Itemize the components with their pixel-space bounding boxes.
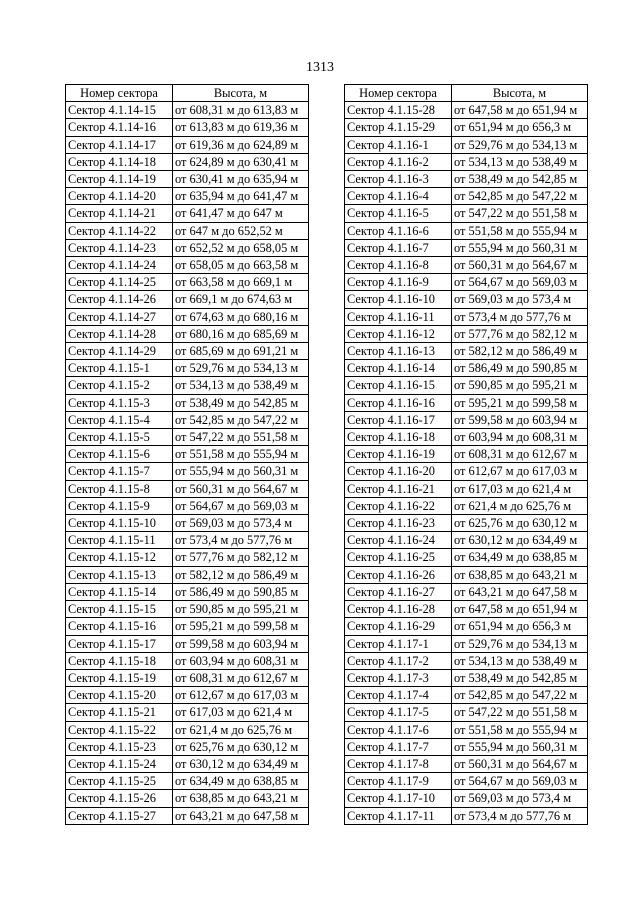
sector-number-cell: Сектор 4.1.16-14 [345, 360, 452, 377]
table-row [345, 583, 588, 600]
height-range-cell: от 621,4 м до 625,76 м [452, 497, 588, 514]
sector-number-cell: Сектор 4.1.16-17 [345, 411, 452, 428]
table-row [345, 515, 588, 532]
height-range-cell: от 651,94 м до 656,3 м [452, 618, 588, 635]
table-row [345, 807, 588, 824]
height-range-cell: от 608,31 м до 613,83 м [173, 102, 309, 119]
table-row [345, 308, 588, 325]
height-range-cell: от 651,94 м до 656,3 м [452, 119, 588, 136]
table-row [66, 566, 309, 583]
table-row [345, 755, 588, 772]
table-row [66, 136, 309, 153]
height-range-cell: от 529,76 м до 534,13 м [452, 136, 588, 153]
height-range-cell: от 643,21 м до 647,58 м [173, 807, 309, 824]
table-row [66, 291, 309, 308]
table-row [66, 308, 309, 325]
table-row [345, 652, 588, 669]
table-body-left [66, 102, 309, 825]
height-range-cell: от 603,94 м до 608,31 м [452, 429, 588, 446]
height-range-cell: от 573,4 м до 577,76 м [452, 807, 588, 824]
table-row [345, 205, 588, 222]
height-range-cell: от 551,58 м до 555,94 м [452, 222, 588, 239]
height-range-cell: от 555,94 м до 560,31 м [452, 239, 588, 256]
sector-number-cell: Сектор 4.1.16-4 [345, 188, 452, 205]
sector-number-cell: Сектор 4.1.14-20 [66, 188, 173, 205]
table-row [66, 360, 309, 377]
sector-number-cell: Сектор 4.1.14-28 [66, 325, 173, 342]
sector-number-cell: Сектор 4.1.17-7 [345, 738, 452, 755]
height-range-cell: от 595,21 м до 599,58 м [452, 394, 588, 411]
sector-number-cell: Сектор 4.1.15-17 [66, 635, 173, 652]
table-row [66, 790, 309, 807]
sector-number-cell: Сектор 4.1.15-25 [66, 773, 173, 790]
sector-number-cell: Сектор 4.1.16-13 [345, 343, 452, 360]
height-range-cell: от 630,12 м до 634,49 м [452, 532, 588, 549]
table-row [66, 618, 309, 635]
height-range-cell: от 560,31 м до 564,67 м [173, 480, 309, 497]
table-row [345, 377, 588, 394]
sector-number-cell: Сектор 4.1.16-26 [345, 566, 452, 583]
height-range-cell: от 647 м до 652,52 м [173, 222, 309, 239]
height-range-cell: от 680,16 м до 685,69 м [173, 325, 309, 342]
table-header-row [66, 85, 309, 102]
sector-number-cell: Сектор 4.1.17-4 [345, 687, 452, 704]
height-range-cell: от 573,4 м до 577,76 м [173, 532, 309, 549]
sector-number-cell: Сектор 4.1.15-13 [66, 566, 173, 583]
sector-number-cell: Сектор 4.1.16-29 [345, 618, 452, 635]
table-row [345, 704, 588, 721]
height-range-cell: от 569,03 м до 573,4 м [452, 291, 588, 308]
sector-table-right [344, 84, 588, 825]
height-range-cell: от 638,85 м до 643,21 м [173, 790, 309, 807]
height-range-cell: от 595,21 м до 599,58 м [173, 618, 309, 635]
sector-number-cell: Сектор 4.1.16-16 [345, 394, 452, 411]
sector-number-cell: Сектор 4.1.15-27 [66, 807, 173, 824]
table-row [66, 480, 309, 497]
height-range-cell: от 625,76 м до 630,12 м [452, 515, 588, 532]
table-row [66, 377, 309, 394]
column-header-sector: Номер сектора [345, 85, 452, 102]
sector-number-cell: Сектор 4.1.15-9 [66, 497, 173, 514]
table-row [66, 325, 309, 342]
sector-number-cell: Сектор 4.1.15-20 [66, 687, 173, 704]
height-range-cell: от 658,05 м до 663,58 м [173, 257, 309, 274]
table-row [345, 291, 588, 308]
sector-number-cell: Сектор 4.1.16-1 [345, 136, 452, 153]
table-row [66, 171, 309, 188]
table-row [345, 790, 588, 807]
table-row [345, 635, 588, 652]
sector-number-cell: Сектор 4.1.16-5 [345, 205, 452, 222]
table-row [66, 601, 309, 618]
table-row [345, 532, 588, 549]
height-range-cell: от 621,4 м до 625,76 м [173, 721, 309, 738]
table-row [66, 343, 309, 360]
height-range-cell: от 534,13 м до 538,49 м [452, 153, 588, 170]
table-row [66, 394, 309, 411]
height-range-cell: от 542,85 м до 547,22 м [452, 188, 588, 205]
sector-number-cell: Сектор 4.1.16-6 [345, 222, 452, 239]
height-range-cell: от 534,13 м до 538,49 м [452, 652, 588, 669]
table-row [345, 274, 588, 291]
height-range-cell: от 560,31 м до 564,67 м [452, 257, 588, 274]
sector-number-cell: Сектор 4.1.16-19 [345, 446, 452, 463]
table-row [345, 480, 588, 497]
sector-number-cell: Сектор 4.1.16-28 [345, 601, 452, 618]
table-row [66, 515, 309, 532]
height-range-cell: от 647,58 м до 651,94 м [452, 601, 588, 618]
sector-number-cell: Сектор 4.1.14-27 [66, 308, 173, 325]
sector-number-cell: Сектор 4.1.14-26 [66, 291, 173, 308]
sector-number-cell: Сектор 4.1.17-2 [345, 652, 452, 669]
table-row [66, 687, 309, 704]
table-row [66, 652, 309, 669]
table-row [66, 755, 309, 772]
sector-number-cell: Сектор 4.1.16-27 [345, 583, 452, 600]
sector-number-cell: Сектор 4.1.14-23 [66, 239, 173, 256]
height-range-cell: от 555,94 м до 560,31 м [173, 463, 309, 480]
sector-number-cell: Сектор 4.1.17-3 [345, 669, 452, 686]
table-row [345, 738, 588, 755]
height-range-cell: от 582,12 м до 586,49 м [452, 343, 588, 360]
table-row [345, 153, 588, 170]
sector-number-cell: Сектор 4.1.16-24 [345, 532, 452, 549]
height-range-cell: от 669,1 м до 674,63 м [173, 291, 309, 308]
table-row [66, 411, 309, 428]
sector-number-cell: Сектор 4.1.15-18 [66, 652, 173, 669]
table-row [66, 583, 309, 600]
sector-number-cell: Сектор 4.1.15-19 [66, 669, 173, 686]
height-range-cell: от 634,49 м до 638,85 м [173, 773, 309, 790]
height-range-cell: от 643,21 м до 647,58 м [452, 583, 588, 600]
sector-number-cell: Сектор 4.1.15-7 [66, 463, 173, 480]
table-row [66, 257, 309, 274]
table-row [66, 721, 309, 738]
sector-number-cell: Сектор 4.1.16-7 [345, 239, 452, 256]
sector-number-cell: Сектор 4.1.17-6 [345, 721, 452, 738]
table-row [345, 687, 588, 704]
height-range-cell: от 547,22 м до 551,58 м [452, 205, 588, 222]
table-row [345, 773, 588, 790]
sector-number-cell: Сектор 4.1.14-15 [66, 102, 173, 119]
table-row [66, 704, 309, 721]
sector-number-cell: Сектор 4.1.14-18 [66, 153, 173, 170]
height-range-cell: от 630,12 м до 634,49 м [173, 755, 309, 772]
table-row [345, 497, 588, 514]
table-row [345, 325, 588, 342]
table-row [66, 102, 309, 119]
sector-number-cell: Сектор 4.1.15-6 [66, 446, 173, 463]
height-range-cell: от 685,69 м до 691,21 м [173, 343, 309, 360]
height-range-cell: от 573,4 м до 577,76 м [452, 308, 588, 325]
sector-number-cell: Сектор 4.1.14-29 [66, 343, 173, 360]
sector-number-cell: Сектор 4.1.16-3 [345, 171, 452, 188]
sector-number-cell: Сектор 4.1.16-11 [345, 308, 452, 325]
sector-number-cell: Сектор 4.1.16-2 [345, 153, 452, 170]
table-row [66, 205, 309, 222]
height-range-cell: от 560,31 м до 564,67 м [452, 755, 588, 772]
table-row [345, 463, 588, 480]
table-row [66, 188, 309, 205]
table-row [345, 136, 588, 153]
sector-number-cell: Сектор 4.1.17-11 [345, 807, 452, 824]
height-range-cell: от 663,58 м до 669,1 м [173, 274, 309, 291]
table-row [66, 446, 309, 463]
sector-number-cell: Сектор 4.1.15-1 [66, 360, 173, 377]
table-row [66, 429, 309, 446]
table-row [66, 549, 309, 566]
sector-number-cell: Сектор 4.1.14-16 [66, 119, 173, 136]
sector-number-cell: Сектор 4.1.14-25 [66, 274, 173, 291]
column-header-height: Высота, м [452, 85, 588, 102]
height-range-cell: от 569,03 м до 573,4 м [452, 790, 588, 807]
height-range-cell: от 624,89 м до 630,41 м [173, 153, 309, 170]
sector-number-cell: Сектор 4.1.15-23 [66, 738, 173, 755]
height-range-cell: от 603,94 м до 608,31 м [173, 652, 309, 669]
height-range-cell: от 647,58 м до 651,94 м [452, 102, 588, 119]
sector-number-cell: Сектор 4.1.15-15 [66, 601, 173, 618]
table-row [66, 635, 309, 652]
height-range-cell: от 577,76 м до 582,12 м [173, 549, 309, 566]
height-range-cell: от 538,49 м до 542,85 м [173, 394, 309, 411]
sector-number-cell: Сектор 4.1.16-22 [345, 497, 452, 514]
height-range-cell: от 555,94 м до 560,31 м [452, 738, 588, 755]
height-range-cell: от 586,49 м до 590,85 м [452, 360, 588, 377]
height-range-cell: от 635,94 м до 641,47 м [173, 188, 309, 205]
sector-number-cell: Сектор 4.1.16-25 [345, 549, 452, 566]
table-row [345, 446, 588, 463]
table-row [345, 222, 588, 239]
sector-number-cell: Сектор 4.1.15-21 [66, 704, 173, 721]
sector-number-cell: Сектор 4.1.16-10 [345, 291, 452, 308]
height-range-cell: от 619,36 м до 624,89 м [173, 136, 309, 153]
table-row [345, 343, 588, 360]
sector-number-cell: Сектор 4.1.15-4 [66, 411, 173, 428]
height-range-cell: от 599,58 м до 603,94 м [452, 411, 588, 428]
height-range-cell: от 564,67 м до 569,03 м [173, 497, 309, 514]
sector-number-cell: Сектор 4.1.15-11 [66, 532, 173, 549]
sector-number-cell: Сектор 4.1.17-10 [345, 790, 452, 807]
height-range-cell: от 564,67 м до 569,03 м [452, 274, 588, 291]
sector-number-cell: Сектор 4.1.17-1 [345, 635, 452, 652]
sector-number-cell: Сектор 4.1.15-29 [345, 119, 452, 136]
table-row [345, 239, 588, 256]
table-row [345, 411, 588, 428]
height-range-cell: от 547,22 м до 551,58 м [173, 429, 309, 446]
sector-number-cell: Сектор 4.1.16-18 [345, 429, 452, 446]
height-range-cell: от 613,83 м до 619,36 м [173, 119, 309, 136]
table-row [345, 119, 588, 136]
sector-number-cell: Сектор 4.1.15-8 [66, 480, 173, 497]
column-header-sector: Номер сектора [66, 85, 173, 102]
table-row [66, 274, 309, 291]
table-row [66, 119, 309, 136]
sector-number-cell: Сектор 4.1.17-5 [345, 704, 452, 721]
table-row [66, 532, 309, 549]
sector-number-cell: Сектор 4.1.15-12 [66, 549, 173, 566]
height-range-cell: от 641,47 м до 647 м [173, 205, 309, 222]
height-range-cell: от 599,58 м до 603,94 м [173, 635, 309, 652]
table-row [66, 239, 309, 256]
table-row [345, 721, 588, 738]
table-row [66, 222, 309, 239]
height-range-cell: от 612,67 м до 617,03 м [173, 687, 309, 704]
sector-number-cell: Сектор 4.1.15-2 [66, 377, 173, 394]
height-range-cell: от 625,76 м до 630,12 м [173, 738, 309, 755]
sector-number-cell: Сектор 4.1.16-9 [345, 274, 452, 291]
sector-number-cell: Сектор 4.1.16-20 [345, 463, 452, 480]
height-range-cell: от 564,67 м до 569,03 м [452, 773, 588, 790]
sector-number-cell: Сектор 4.1.14-21 [66, 205, 173, 222]
height-range-cell: от 617,03 м до 621,4 м [173, 704, 309, 721]
table-row [345, 188, 588, 205]
height-range-cell: от 529,76 м до 534,13 м [173, 360, 309, 377]
height-range-cell: от 612,67 м до 617,03 м [452, 463, 588, 480]
height-range-cell: от 577,76 м до 582,12 м [452, 325, 588, 342]
table-row [345, 601, 588, 618]
table-row [66, 773, 309, 790]
table-row [345, 171, 588, 188]
height-range-cell: от 590,85 м до 595,21 м [452, 377, 588, 394]
table-row [345, 394, 588, 411]
table-row [345, 618, 588, 635]
sector-number-cell: Сектор 4.1.14-17 [66, 136, 173, 153]
height-range-cell: от 634,49 м до 638,85 м [452, 549, 588, 566]
page-number: 1313 [306, 60, 334, 75]
sector-number-cell: Сектор 4.1.15-22 [66, 721, 173, 738]
table-row [345, 566, 588, 583]
sector-number-cell: Сектор 4.1.15-28 [345, 102, 452, 119]
sector-number-cell: Сектор 4.1.14-24 [66, 257, 173, 274]
table-row [66, 497, 309, 514]
table-row [345, 549, 588, 566]
sector-number-cell: Сектор 4.1.15-10 [66, 515, 173, 532]
height-range-cell: от 547,22 м до 551,58 м [452, 704, 588, 721]
height-range-cell: от 534,13 м до 538,49 м [173, 377, 309, 394]
height-range-cell: от 529,76 м до 534,13 м [452, 635, 588, 652]
height-range-cell: от 617,03 м до 621,4 м [452, 480, 588, 497]
table-row [66, 738, 309, 755]
sector-number-cell: Сектор 4.1.15-5 [66, 429, 173, 446]
height-range-cell: от 542,85 м до 547,22 м [173, 411, 309, 428]
table-row [66, 153, 309, 170]
height-range-cell: от 590,85 м до 595,21 м [173, 601, 309, 618]
table-row [345, 360, 588, 377]
table-row [66, 669, 309, 686]
height-range-cell: от 652,52 м до 658,05 м [173, 239, 309, 256]
table-header-row [345, 85, 588, 102]
sector-number-cell: Сектор 4.1.14-22 [66, 222, 173, 239]
sector-number-cell: Сектор 4.1.15-26 [66, 790, 173, 807]
sector-number-cell: Сектор 4.1.15-16 [66, 618, 173, 635]
sector-number-cell: Сектор 4.1.14-19 [66, 171, 173, 188]
height-range-cell: от 608,31 м до 612,67 м [452, 446, 588, 463]
height-range-cell: от 586,49 м до 590,85 м [173, 583, 309, 600]
height-range-cell: от 630,41 м до 635,94 м [173, 171, 309, 188]
height-range-cell: от 551,58 м до 555,94 м [452, 721, 588, 738]
height-range-cell: от 538,49 м до 542,85 м [452, 669, 588, 686]
column-header-height: Высота, м [173, 85, 309, 102]
height-range-cell: от 538,49 м до 542,85 м [452, 171, 588, 188]
sector-number-cell: Сектор 4.1.15-24 [66, 755, 173, 772]
table-body-right [345, 102, 588, 825]
sector-number-cell: Сектор 4.1.16-15 [345, 377, 452, 394]
sector-number-cell: Сектор 4.1.17-8 [345, 755, 452, 772]
sector-table-left [65, 84, 309, 825]
sector-number-cell: Сектор 4.1.15-14 [66, 583, 173, 600]
height-range-cell: от 608,31 м до 612,67 м [173, 669, 309, 686]
sector-number-cell: Сектор 4.1.15-3 [66, 394, 173, 411]
sector-number-cell: Сектор 4.1.16-12 [345, 325, 452, 342]
sector-number-cell: Сектор 4.1.17-9 [345, 773, 452, 790]
sector-number-cell: Сектор 4.1.16-23 [345, 515, 452, 532]
height-range-cell: от 582,12 м до 586,49 м [173, 566, 309, 583]
table-row [345, 669, 588, 686]
table-row [66, 807, 309, 824]
height-range-cell: от 638,85 м до 643,21 м [452, 566, 588, 583]
sector-number-cell: Сектор 4.1.16-8 [345, 257, 452, 274]
height-range-cell: от 674,63 м до 680,16 м [173, 308, 309, 325]
table-row [345, 429, 588, 446]
height-range-cell: от 542,85 м до 547,22 м [452, 687, 588, 704]
table-row [345, 102, 588, 119]
table-row [345, 257, 588, 274]
height-range-cell: от 551,58 м до 555,94 м [173, 446, 309, 463]
sector-number-cell: Сектор 4.1.16-21 [345, 480, 452, 497]
table-row [66, 463, 309, 480]
height-range-cell: от 569,03 м до 573,4 м [173, 515, 309, 532]
